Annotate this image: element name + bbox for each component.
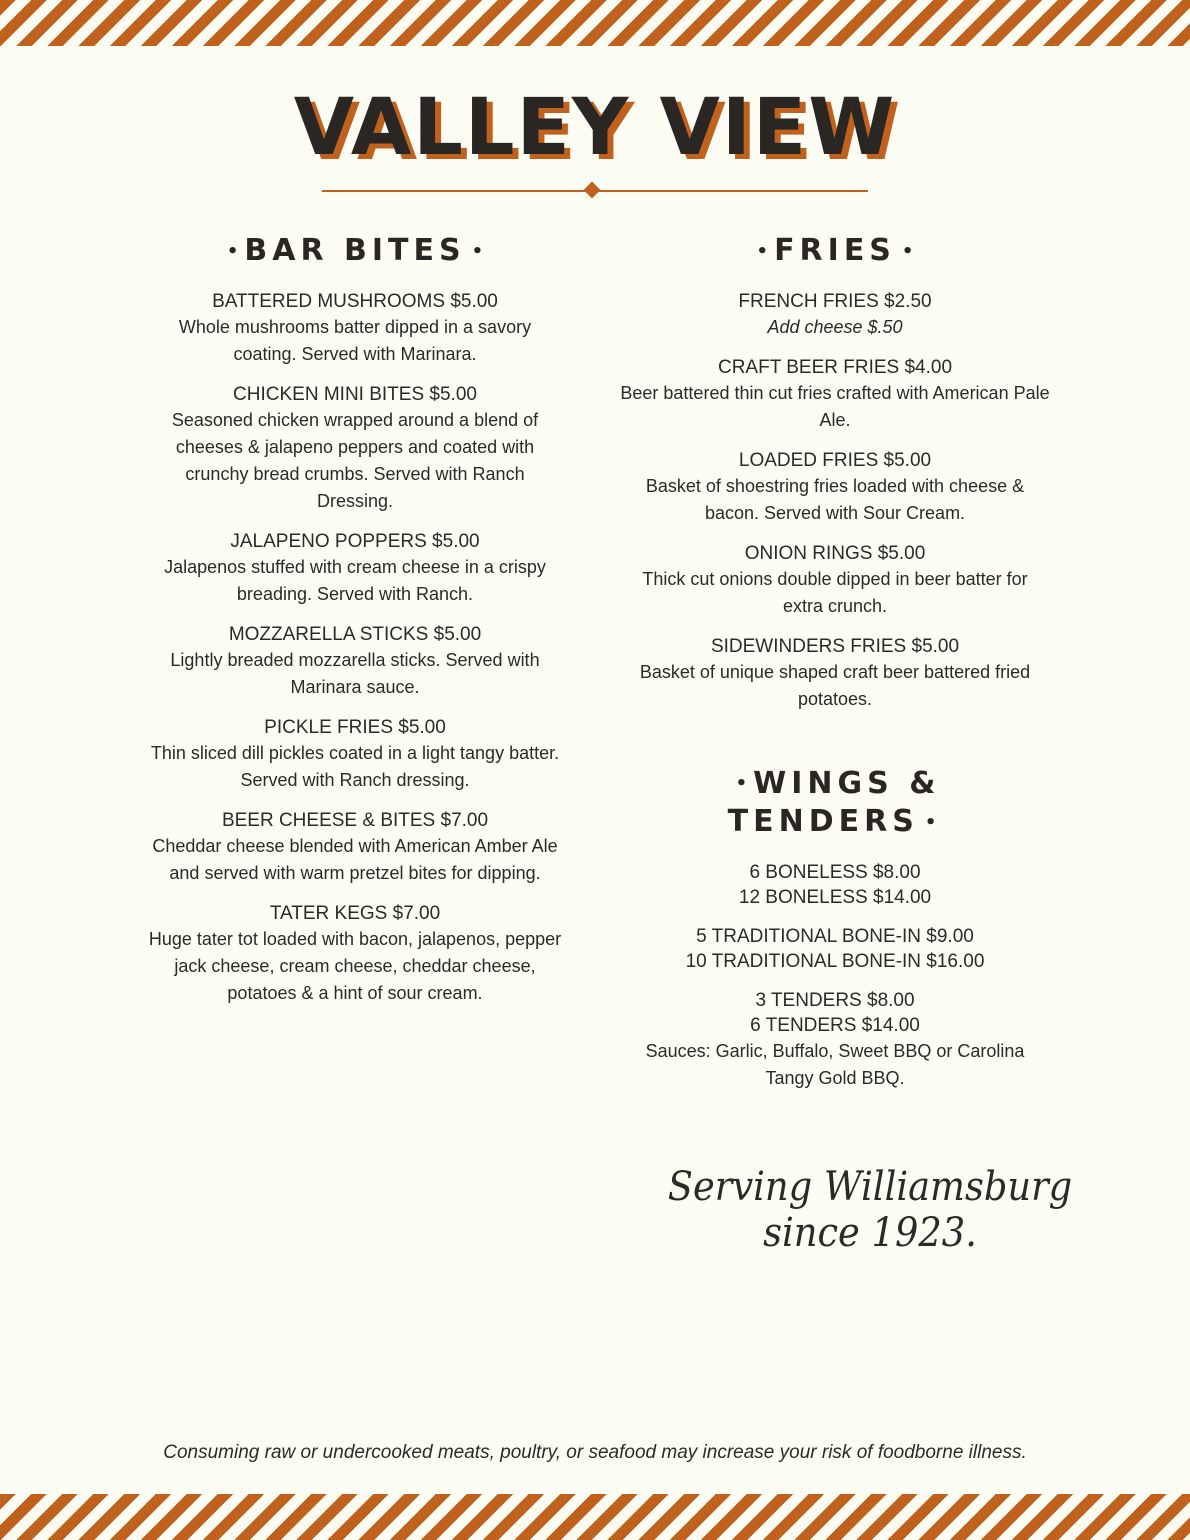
item-description: Jalapenos stuffed with cream cheese in a crispy breading. Served with Ranch. (164, 556, 546, 604)
bullet-icon: • (226, 240, 239, 262)
item-name: 5 TRADITIONAL BONE-IN $9.00 (696, 925, 974, 947)
sauces-description: Sauces: Garlic, Buffalo, Sweet BBQ or Carolina Tangy Gold BBQ. (645, 1040, 1025, 1088)
menu-item (620, 541, 1050, 620)
restaurant-title: VALLEY VIEW (293, 83, 897, 173)
item-name: 10 TRADITIONAL BONE-IN $16.00 (685, 950, 985, 972)
menu-item (145, 901, 565, 1007)
menu-item (620, 448, 1050, 527)
item-description: Huge tater tot loaded with bacon, jalapenos, pepper jack cheese, cream cheese, cheddar cheese, potatoes & a hint of sour cream. (148, 928, 562, 1003)
top-stripe-border (0, 0, 1190, 46)
menu-item (145, 808, 565, 887)
item-description: Seasoned chicken wrapped around a blend of cheeses & jalapeno peppers and coated with crunchy bread crumbs. Served with Ranch Dressing. (171, 409, 539, 511)
item-name: JALAPENO POPPERS $5.00 (230, 530, 480, 552)
bar-bites-heading: • BAR BITES • (226, 233, 484, 268)
item-name: PICKLE FRIES $5.00 (264, 716, 446, 738)
item-name: ONION RINGS $5.00 (744, 542, 926, 564)
divider-diamond-icon (584, 182, 601, 199)
item-name: SIDEWINDERS FRIES $5.00 (710, 635, 960, 657)
menu-item (620, 289, 1050, 341)
item-description: Basket of shoestring fries loaded with cheese & bacon. Served with Sour Cream. (645, 475, 1025, 523)
item-name: BATTERED MUSHROOMS $5.00 (212, 290, 498, 312)
item-name: 12 BONELESS $14.00 (738, 886, 932, 908)
fries-wings-column (620, 232, 1050, 1106)
fries-heading: • FRIES • (756, 233, 914, 268)
item-name: TATER KEGS $7.00 (269, 902, 441, 924)
item-note: Add cheese $.50 (767, 316, 903, 337)
item-description: Whole mushrooms batter dipped in a savory coating. Served with Marinara. (178, 316, 532, 364)
menu-item (145, 715, 565, 794)
item-name: 6 TENDERS $14.00 (750, 1014, 920, 1036)
bullet-icon: • (901, 240, 914, 262)
traditional-group (620, 924, 1050, 974)
item-name: LOADED FRIES $5.00 (738, 449, 932, 471)
food-safety-disclaimer: Consuming raw or undercooked meats, poultry, or seafood may increase your risk of foodborne illness. (163, 1442, 1027, 1463)
item-name: CRAFT BEER FRIES $4.00 (717, 356, 953, 378)
item-name: MOZZARELLA STICKS $5.00 (228, 623, 482, 645)
item-description: Lightly breaded mozzarella sticks. Served with Marinara sauce. (170, 649, 540, 697)
boneless-group (620, 860, 1050, 910)
menu-item (145, 382, 565, 515)
item-description: Basket of unique shaped craft beer battered fried potatoes. (639, 661, 1031, 709)
wings-tenders-heading: • WINGS & TENDERS • (727, 765, 941, 839)
bottom-stripe-border (0, 1494, 1190, 1540)
item-description: Beer battered thin cut fries crafted with American Pale Ale. (620, 382, 1050, 430)
item-description: Cheddar cheese blended with American Amber Ale and served with warm pretzel bites for dipping. (152, 835, 558, 883)
item-name: 6 BONELESS $8.00 (749, 861, 921, 883)
tagline: Serving Williamsburg since 1923. (667, 1164, 1073, 1256)
item-name: FRENCH FRIES $2.50 (738, 290, 932, 312)
menu-item (620, 355, 1050, 434)
bullet-icon: • (735, 773, 748, 794)
bar-bites-column (145, 232, 565, 1021)
item-name: 3 TENDERS $8.00 (755, 989, 915, 1011)
item-description: Thin sliced dill pickles coated in a light tangy batter. Served with Ranch dressing. (150, 742, 560, 790)
item-name: BEER CHEESE & BITES $7.00 (221, 809, 489, 831)
bullet-icon: • (471, 240, 484, 262)
tenders-group (620, 988, 1050, 1092)
bullet-icon: • (756, 240, 769, 262)
item-name: CHICKEN MINI BITES $5.00 (233, 383, 477, 405)
menu-item (145, 289, 565, 368)
item-description: Thick cut onions double dipped in beer batter for extra crunch. (642, 568, 1028, 616)
menu-item (145, 622, 565, 701)
bullet-icon: • (924, 811, 937, 833)
menu-item (620, 634, 1050, 713)
menu-item (145, 529, 565, 608)
